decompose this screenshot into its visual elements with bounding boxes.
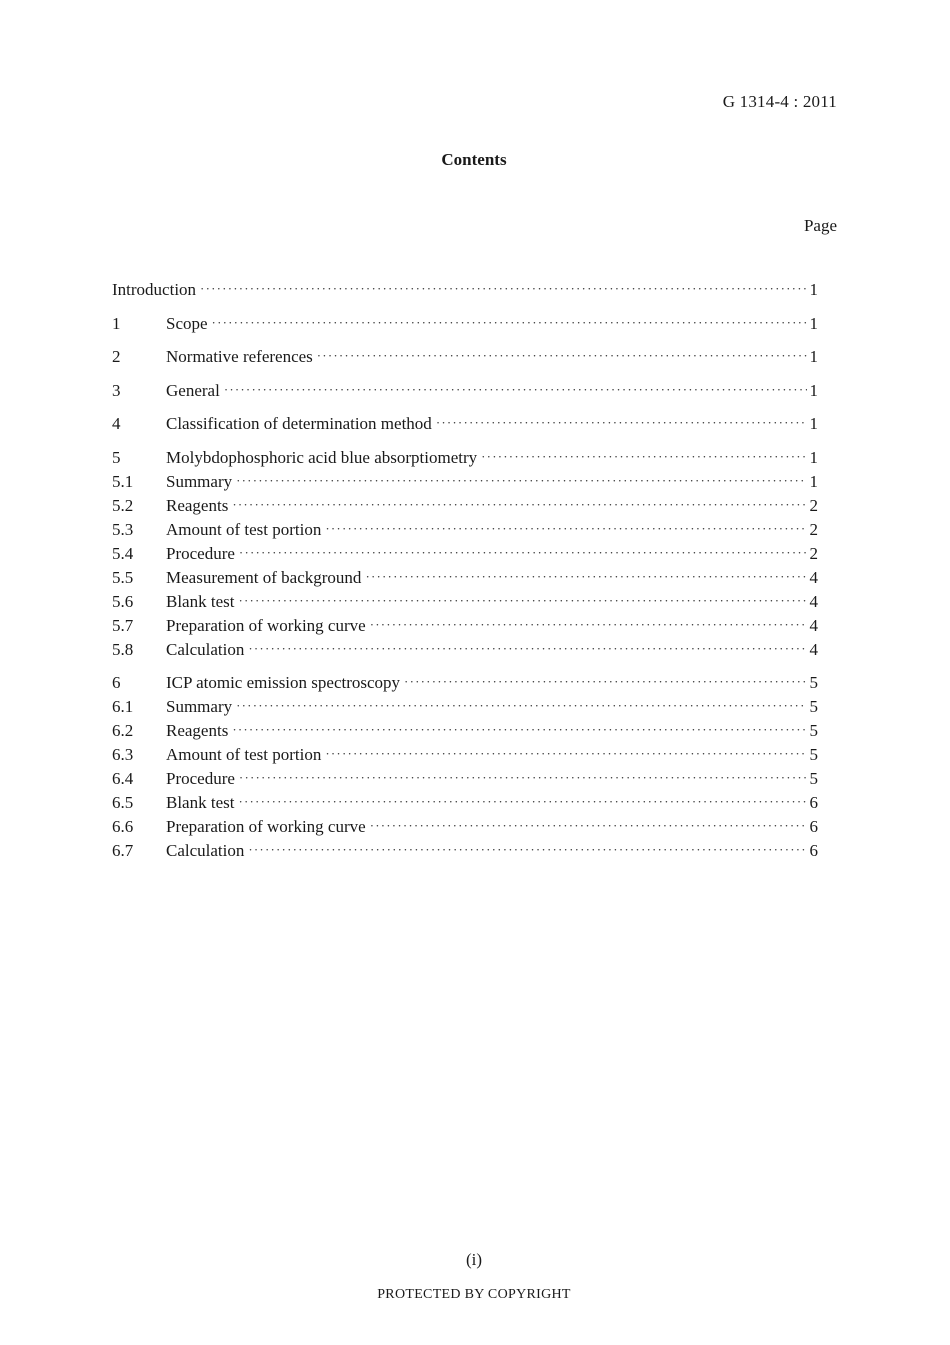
toc-entry-title: Preparation of working curve [166, 615, 366, 635]
dot-leader [370, 617, 807, 633]
toc-entry-page: 1 [809, 347, 818, 366]
dot-leader [481, 449, 806, 465]
toc-entry-title: Reagents [166, 721, 229, 740]
toc-entry[interactable] [112, 745, 818, 769]
document-identifier: G 1314-4 : 2011 [722, 92, 837, 111]
toc-entry[interactable] [112, 793, 818, 817]
dot-leader [325, 521, 806, 537]
toc-entry[interactable] [112, 673, 818, 697]
toc-entry-page: 6 [809, 817, 818, 836]
toc-entry-title: Measurement of background [166, 567, 362, 587]
toc-entry-title: Procedure [166, 769, 235, 788]
toc-entry-title: Summary [166, 471, 233, 491]
toc-entry-title: Calculation [166, 841, 245, 860]
toc-entry-number: 5.7 [112, 615, 134, 635]
toc-entry-title: Introduction [112, 280, 197, 299]
toc-entry-page: 1 [809, 471, 818, 491]
toc-entry-title: ICP atomic emission spectroscopy [166, 673, 401, 692]
toc-entry[interactable] [112, 520, 818, 544]
toc-entry-number: 6.4 [112, 769, 134, 788]
toc-entry[interactable] [112, 347, 818, 371]
toc-entry-title: Summary [166, 697, 233, 716]
toc-entry[interactable] [112, 448, 818, 472]
toc-entry[interactable] [112, 841, 818, 865]
toc-entry[interactable] [112, 721, 818, 745]
toc-entry[interactable] [112, 280, 818, 304]
toc-entry-number: 4 [112, 414, 121, 433]
table-of-contents [112, 280, 818, 865]
dot-leader [236, 698, 806, 714]
dot-leader [232, 722, 806, 738]
toc-entry-number: 5.1 [112, 471, 134, 491]
toc-entry-number: 5.6 [112, 591, 134, 611]
dot-leader [248, 842, 806, 858]
toc-entry-title: Blank test [166, 591, 235, 611]
toc-entry-number: 6.2 [112, 721, 134, 740]
toc-entry-page: 1 [809, 414, 818, 433]
toc-entry-number: 2 [112, 347, 121, 366]
dot-leader [436, 415, 807, 431]
dot-leader [239, 770, 807, 786]
toc-entry-title: Reagents [166, 495, 229, 515]
dot-leader [404, 674, 806, 690]
toc-entry-page: 4 [809, 567, 818, 587]
dot-leader [248, 641, 806, 657]
toc-entry[interactable] [112, 640, 818, 664]
toc-entry-number: 6 [112, 673, 121, 692]
dot-leader [236, 473, 806, 489]
toc-entry[interactable] [112, 414, 818, 438]
toc-entry-page: 4 [809, 615, 818, 635]
toc-entry-page: 1 [809, 447, 818, 467]
toc-entry[interactable] [112, 616, 818, 640]
toc-entry-number: 5.8 [112, 639, 134, 659]
toc-entry-title: Blank test [166, 793, 235, 812]
toc-entry-title: General [166, 380, 220, 400]
toc-entry-number: 6.6 [112, 817, 134, 836]
toc-entry-number: 5 [112, 447, 121, 467]
toc-entry-page: 2 [809, 519, 818, 539]
toc-entry-number: 1 [112, 313, 121, 333]
toc-entry-page: 5 [809, 697, 818, 716]
dot-leader [224, 382, 807, 398]
toc-entry[interactable] [112, 769, 818, 793]
toc-entry-number: 6.3 [112, 745, 134, 764]
page-number: (i) [465, 1250, 483, 1269]
toc-entry-number: 5.2 [112, 495, 134, 515]
toc-entry[interactable] [112, 697, 818, 721]
toc-entry-page: 2 [809, 495, 818, 515]
dot-leader [370, 818, 807, 834]
dot-leader [317, 348, 807, 364]
toc-entry-page: 1 [809, 380, 818, 400]
toc-entry[interactable] [112, 544, 818, 568]
toc-entry-title: Preparation of working curve [166, 817, 366, 836]
toc-entry[interactable] [112, 817, 818, 841]
toc-entry-page: 6 [809, 793, 818, 812]
toc-entry-title: Normative references [166, 347, 313, 366]
dot-leader [325, 746, 806, 762]
toc-entry-title: Amount of test portion [166, 745, 322, 764]
dot-leader [239, 545, 807, 561]
toc-entry[interactable] [112, 381, 818, 405]
toc-entry-page: 4 [809, 591, 818, 611]
toc-entry[interactable] [112, 314, 818, 338]
toc-entry-page: 1 [809, 313, 818, 333]
toc-entry-title: Procedure [166, 543, 235, 563]
toc-entry-page: 6 [809, 841, 818, 860]
dot-leader [238, 794, 806, 810]
dot-leader [212, 315, 807, 331]
toc-entry-number: 5.3 [112, 519, 134, 539]
contents-heading: Contents [441, 150, 507, 169]
dot-leader [365, 569, 806, 585]
toc-entry-title: Amount of test portion [166, 519, 322, 539]
toc-entry-title: Classification of determination method [166, 414, 432, 433]
page-column-label: Page [803, 216, 837, 235]
toc-entry-title: Calculation [166, 639, 245, 659]
toc-entry-number: 5.5 [112, 567, 134, 587]
toc-entry-number: 3 [112, 380, 121, 400]
dot-leader [232, 497, 806, 513]
toc-entry[interactable] [112, 496, 818, 520]
dot-leader [200, 281, 806, 297]
toc-entry-page: 5 [809, 673, 818, 692]
toc-entry[interactable] [112, 592, 818, 616]
toc-entry-number: 6.7 [112, 841, 134, 860]
toc-entry-page: 5 [809, 721, 818, 740]
toc-entry-number: 5.4 [112, 543, 134, 563]
toc-entry[interactable] [112, 568, 818, 592]
copyright-notice: PROTECTED BY COPYRIGHT [377, 1287, 571, 1302]
toc-entry-title: Scope [166, 313, 208, 333]
toc-entry-number: 6.5 [112, 793, 134, 812]
toc-entry-page: 5 [809, 745, 818, 764]
dot-leader [238, 593, 806, 609]
toc-entry[interactable] [112, 472, 818, 496]
toc-entry-number: 6.1 [112, 697, 134, 716]
toc-entry-title: Molybdophosphoric acid blue absorptiometry [166, 447, 478, 467]
toc-entry-page: 5 [809, 769, 818, 788]
toc-entry-page: 1 [809, 280, 818, 299]
toc-entry-page: 2 [809, 543, 818, 563]
toc-entry-page: 4 [809, 639, 818, 659]
